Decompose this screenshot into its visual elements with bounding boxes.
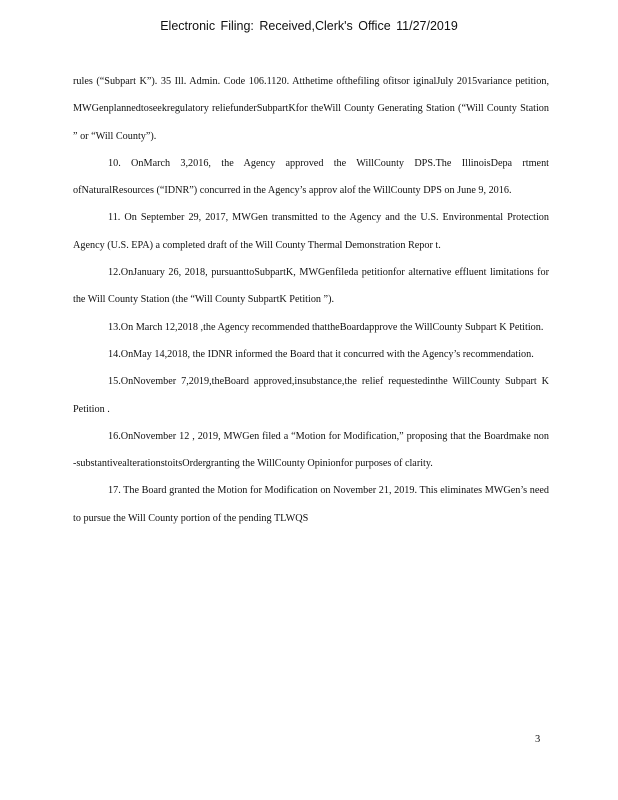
paragraph-17: 17. The Board granted the Motion for Modification on November 21, 2019. This eliminates MWGen’s need to pursue the Will County portion of the pending TLWQS	[73, 485, 549, 524]
paragraph-16: 16.OnNovember 12 , 2019, MWGen filed a “Motion for Modification,” proposing that the Boardmake non -substantivealterationstoitsOrdergranting the WillCounty Opinionfor purposes of clarity.	[73, 430, 549, 470]
electronic-filing-header: Electronic Filing: Received,Clerk's Office 11/27/2019	[160, 19, 458, 33]
paragraph-rules-continuation: rules (“Subpart K”). 35 Ill. Admin. Code 106.1120. Atthetime ofthefiling ofitsor iginalJuly 2015variance petition, MWGenplannedtoseekregulatory reliefunderSubpartKfor theWill County Generating Station (“Will County Station ” or “Will County”).	[73, 76, 549, 142]
paragraph-15: 15.OnNovember 7,2019,theBoard approved,insubstance,the relief requestedinthe WillCounty Subpart K Petition .	[73, 376, 549, 415]
document-body	[73, 68, 549, 532]
page-number: 3	[535, 734, 541, 745]
paragraph-12: 12.OnJanuary 26, 2018, pursuanttoSubpartK, MWGenfileda petitionfor alternative effluent limitations for the Will County Station (the “Will County SubpartK Petition ”).	[73, 267, 549, 306]
paragraph-11: 11. On September 29, 2017, MWGen transmitted to the Agency and the U.S. Environmental Protection Agency (U.S. EPA) a completed draft of the Will County Thermal Demonstration Repor t.	[73, 212, 549, 251]
paragraph-13: 13.On March 12,2018 ,the Agency recommended thattheBoardapprove the WillCounty Subpart K Petition.	[108, 321, 544, 333]
paragraph-14: 14.OnMay 14,2018, the IDNR informed the Board that it concurred with the Agency’s recommendation.	[108, 348, 534, 360]
paragraph-10: 10. OnMarch 3,2016, the Agency approved the WillCounty DPS.The IllinoisDepa rtment ofNaturalResources (“IDNR”) concurred in the Agency’s approv alof the WillCounty DPS on June 9, 2016.	[73, 157, 549, 197]
